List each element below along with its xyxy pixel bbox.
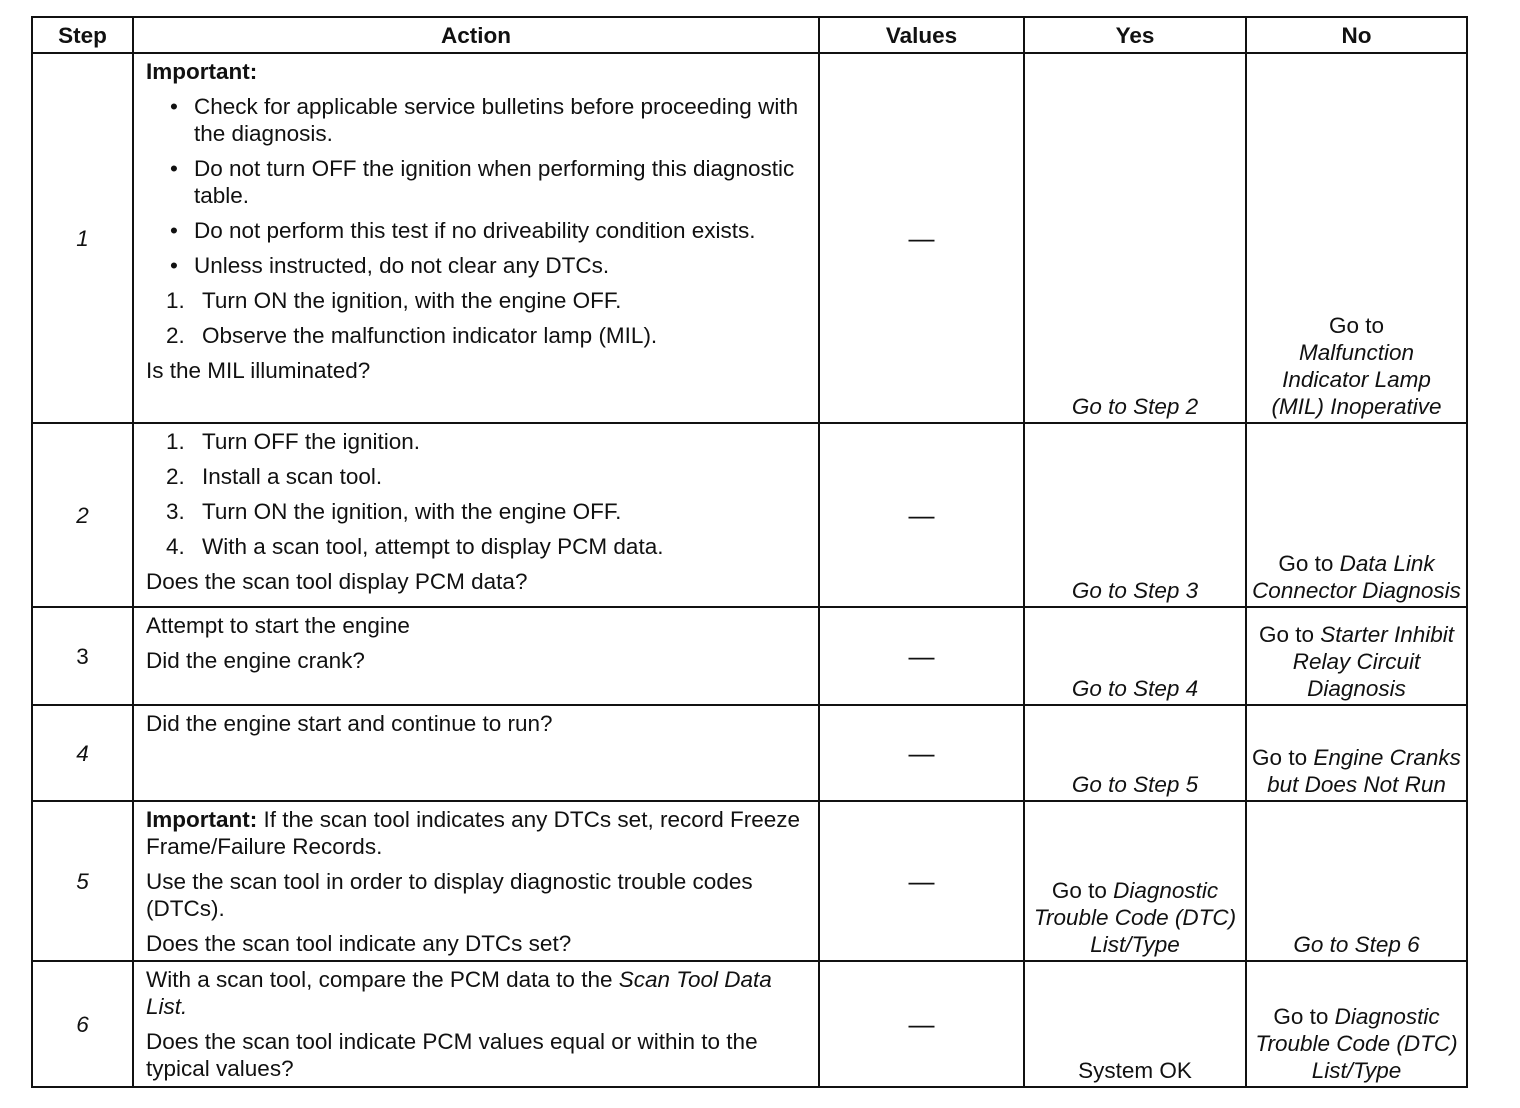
yes-cell: Go to Step 4: [1024, 607, 1246, 705]
no-cell: [1246, 705, 1467, 801]
no-prefix: Go to: [1258, 622, 1314, 647]
action-cell: [133, 423, 819, 607]
important-label: Important:: [146, 807, 258, 832]
no-link: Malfunction Indicator Lamp (MIL) Inoperative: [1271, 340, 1442, 419]
question-text: Does the scan tool indicate any DTCs set?: [146, 931, 572, 956]
question-text: Did the engine crank?: [146, 648, 365, 673]
bullet-icon: •: [170, 94, 178, 119]
yes-cell: Go to Step 2: [1024, 53, 1246, 423]
header-action: Action: [133, 17, 819, 53]
no-cell: [1246, 53, 1467, 423]
numbered-step: 2. Observe the malfunction indicator lamp (MIL).: [166, 323, 658, 348]
no-cell: [1246, 961, 1467, 1087]
values-cell: —: [819, 607, 1024, 705]
table-row: [32, 607, 1467, 705]
yes-cell: System OK: [1024, 961, 1246, 1087]
numbered-step: 1. Turn ON the ignition, with the engine OFF.: [166, 288, 622, 313]
values-cell: —: [819, 961, 1024, 1087]
action-cell: [133, 705, 819, 801]
numbered-step: 2. Install a scan tool.: [166, 464, 383, 489]
action-text: Use the scan tool in order to display diagnostic trouble codes (DTCs).: [146, 869, 753, 921]
step-number: 4: [32, 705, 133, 801]
bullet-icon: •: [170, 253, 178, 278]
no-prefix: Go to: [1273, 1004, 1329, 1029]
values-cell: —: [819, 423, 1024, 607]
step-number: 6: [32, 961, 133, 1087]
table-row: [32, 801, 1467, 961]
no-prefix: Go to: [1328, 313, 1385, 338]
data-list-reference: Scan Tool Data List.: [146, 967, 772, 1019]
yes-link: Diagnostic Trouble Code (DTC) List/Type: [1033, 878, 1237, 957]
numbered-step: 1. Turn OFF the ignition.: [166, 429, 421, 454]
table-row: [32, 53, 1467, 423]
values-cell: —: [819, 801, 1024, 961]
action-cell: [133, 801, 819, 961]
important-label: Important:: [146, 59, 258, 84]
action-cell: [133, 961, 819, 1087]
bullet-icon: •: [170, 156, 178, 181]
question-text: Does the scan tool display PCM data?: [146, 569, 528, 594]
diagnostic-table: [31, 16, 1468, 1088]
no-link: Starter Inhibit Relay Circuit Diagnosis: [1292, 622, 1455, 701]
numbered-step: 4. With a scan tool, attempt to display PCM data.: [166, 534, 664, 559]
bullet-icon: •: [170, 218, 178, 243]
yes-cell: [1024, 801, 1246, 961]
question-text: Is the MIL illuminated?: [146, 358, 371, 383]
step-number: 1: [32, 53, 133, 423]
table-row: [32, 423, 1467, 607]
bullet-item: • Unless instructed, do not clear any DTCs.: [170, 253, 610, 278]
question-text: Did the engine start and continue to run?: [146, 711, 553, 736]
bullet-item: • Do not turn OFF the ignition when performing this diagnostic table.: [170, 156, 795, 208]
header-yes: Yes: [1024, 17, 1246, 53]
action-cell: [133, 607, 819, 705]
bullet-item: • Check for applicable service bulletins before proceeding with the diagnosis.: [170, 94, 799, 146]
yes-cell: Go to Step 3: [1024, 423, 1246, 607]
yes-cell: Go to Step 5: [1024, 705, 1246, 801]
no-cell: Go to Step 6: [1246, 801, 1467, 961]
question-text: Does the scan tool indicate PCM values equal or within to the typical values?: [146, 1029, 758, 1081]
bullet-item: • Do not perform this test if no driveability condition exists.: [170, 218, 756, 243]
no-link: Engine Cranks but Does Not Run: [1267, 745, 1461, 797]
step-number: 2: [32, 423, 133, 607]
action-text: With a scan tool, compare the PCM data to the Scan Tool Data List.: [146, 967, 772, 1019]
no-link: Diagnostic Trouble Code (DTC) List/Type: [1255, 1004, 1458, 1083]
no-cell: [1246, 423, 1467, 607]
table-row: [32, 705, 1467, 801]
header-values: Values: [819, 17, 1024, 53]
table-row: [32, 961, 1467, 1087]
no-cell: [1246, 607, 1467, 705]
important-note: [146, 806, 808, 860]
header-no: No: [1246, 17, 1467, 53]
no-prefix: Go to: [1252, 745, 1308, 770]
step-number: 3: [32, 607, 133, 705]
header-row: [32, 17, 1467, 53]
no-link: Data Link Connector Diagnosis: [1252, 551, 1461, 603]
header-step: Step: [32, 17, 133, 53]
no-prefix: Go to: [1278, 551, 1334, 576]
values-cell: —: [819, 53, 1024, 423]
numbered-step: 3. Turn ON the ignition, with the engine OFF.: [166, 499, 622, 524]
step-number: 5: [32, 801, 133, 961]
values-cell: —: [819, 705, 1024, 801]
action-cell: [133, 53, 819, 423]
important-text: If the scan tool indicates any DTCs set, record Freeze Frame/Failure Records.: [146, 807, 800, 859]
action-text: Attempt to start the engine: [146, 613, 410, 638]
yes-prefix: Go to: [1051, 878, 1107, 903]
